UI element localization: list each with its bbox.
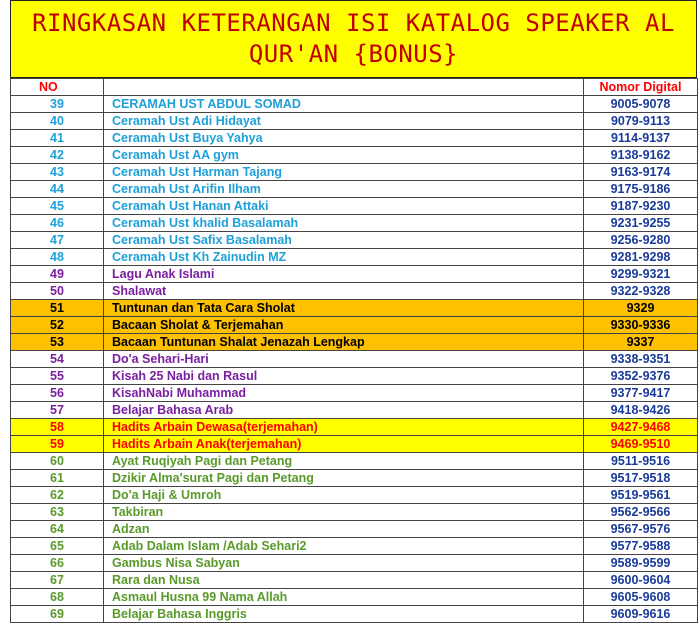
row-title: Rara dan Nusa	[104, 572, 584, 589]
table-row	[11, 198, 698, 215]
row-digital-number: 9605-9608	[584, 589, 698, 606]
row-digital-number: 9322-9328	[584, 283, 698, 300]
row-number: 46	[11, 215, 104, 232]
table-row	[11, 130, 698, 147]
row-title: Ayat Ruqiyah Pagi dan Petang	[104, 453, 584, 470]
table-row	[11, 181, 698, 198]
row-title: Bacaan Sholat & Terjemahan	[104, 317, 584, 334]
row-title: Kisah 25 Nabi dan Rasul	[104, 368, 584, 385]
row-digital-number: 9577-9588	[584, 538, 698, 555]
row-number: 52	[11, 317, 104, 334]
table-row	[11, 470, 698, 487]
row-title: Ceramah Ust khalid Basalamah	[104, 215, 584, 232]
title-banner	[10, 0, 697, 78]
row-title: Ceramah Ust Safix Basalamah	[104, 232, 584, 249]
row-digital-number: 9589-9599	[584, 555, 698, 572]
row-digital-number: 9567-9576	[584, 521, 698, 538]
row-title: Lagu Anak Islami	[104, 266, 584, 283]
table-row	[11, 606, 698, 623]
row-number: 41	[11, 130, 104, 147]
row-title: KisahNabi Muhammad	[104, 385, 584, 402]
row-number: 61	[11, 470, 104, 487]
row-title: CERAMAH UST ABDUL SOMAD	[104, 96, 584, 113]
row-title: Adzan	[104, 521, 584, 538]
row-digital-number: 9299-9321	[584, 266, 698, 283]
row-title: Ceramah Ust Harman Tajang	[104, 164, 584, 181]
row-title: Belajar Bahasa Arab	[104, 402, 584, 419]
row-number: 45	[11, 198, 104, 215]
row-digital-number: 9138-9162	[584, 147, 698, 164]
table-row	[11, 334, 698, 351]
row-title: Ceramah Ust Kh Zainudin MZ	[104, 249, 584, 266]
row-title: Do'a Sehari-Hari	[104, 351, 584, 368]
row-title: Shalawat	[104, 283, 584, 300]
row-digital-number: 9427-9468	[584, 419, 698, 436]
row-number: 58	[11, 419, 104, 436]
table-row	[11, 96, 698, 113]
row-number: 40	[11, 113, 104, 130]
row-title: Hadits Arbain Anak(terjemahan)	[104, 436, 584, 453]
table-row	[11, 589, 698, 606]
row-number: 69	[11, 606, 104, 623]
catalog-table	[10, 78, 698, 623]
row-number: 42	[11, 147, 104, 164]
row-title: Hadits Arbain Dewasa(terjemahan)	[104, 419, 584, 436]
row-digital-number: 9114-9137	[584, 130, 698, 147]
table-row	[11, 521, 698, 538]
row-digital-number: 9163-9174	[584, 164, 698, 181]
row-digital-number: 9511-9516	[584, 453, 698, 470]
table-row	[11, 147, 698, 164]
row-digital-number: 9600-9604	[584, 572, 698, 589]
row-title: Tuntunan dan Tata Cara Sholat	[104, 300, 584, 317]
row-title: Gambus Nisa Sabyan	[104, 555, 584, 572]
row-digital-number: 9377-9417	[584, 385, 698, 402]
row-digital-number: 9519-9561	[584, 487, 698, 504]
row-number: 66	[11, 555, 104, 572]
row-title: Ceramah Ust Buya Yahya	[104, 130, 584, 147]
table-row	[11, 453, 698, 470]
table-row	[11, 538, 698, 555]
row-digital-number: 9329	[584, 300, 698, 317]
row-number: 63	[11, 504, 104, 521]
row-digital-number: 9175-9186	[584, 181, 698, 198]
table-row	[11, 487, 698, 504]
table-row	[11, 385, 698, 402]
row-number: 49	[11, 266, 104, 283]
header-blank	[104, 79, 584, 96]
row-digital-number: 9418-9426	[584, 402, 698, 419]
row-digital-number: 9231-9255	[584, 215, 698, 232]
row-number: 44	[11, 181, 104, 198]
title-line-1: RINGKASAN KETERANGAN ISI KATALOG SPEAKER AL	[32, 9, 675, 37]
row-number: 57	[11, 402, 104, 419]
table-row	[11, 419, 698, 436]
row-number: 48	[11, 249, 104, 266]
row-title: Adab Dalam Islam /Adab Sehari2	[104, 538, 584, 555]
row-title: Ceramah Ust Arifin Ilham	[104, 181, 584, 198]
row-number: 56	[11, 385, 104, 402]
header-digital: Nomor Digital	[584, 79, 698, 96]
row-title: Ceramah Ust Adi Hidayat	[104, 113, 584, 130]
row-title: Belajar Bahasa Inggris	[104, 606, 584, 623]
row-digital-number: 9330-9336	[584, 317, 698, 334]
table-row	[11, 572, 698, 589]
row-title: Do'a Haji & Umroh	[104, 487, 584, 504]
row-title: Dzikir Alma'surat Pagi dan Petang	[104, 470, 584, 487]
table-row	[11, 504, 698, 521]
table-row	[11, 113, 698, 130]
row-digital-number: 9338-9351	[584, 351, 698, 368]
row-title: Takbiran	[104, 504, 584, 521]
row-digital-number: 9352-9376	[584, 368, 698, 385]
table-row	[11, 436, 698, 453]
row-digital-number: 9187-9230	[584, 198, 698, 215]
row-number: 53	[11, 334, 104, 351]
table-row	[11, 164, 698, 181]
row-number: 60	[11, 453, 104, 470]
title-line-2: QUR'AN {BONUS}	[248, 40, 459, 68]
row-digital-number: 9469-9510	[584, 436, 698, 453]
row-number: 67	[11, 572, 104, 589]
row-number: 50	[11, 283, 104, 300]
row-title: Ceramah Ust Hanan Attaki	[104, 198, 584, 215]
table-row	[11, 300, 698, 317]
row-number: 62	[11, 487, 104, 504]
row-digital-number: 9337	[584, 334, 698, 351]
table-row	[11, 266, 698, 283]
row-number: 51	[11, 300, 104, 317]
row-number: 54	[11, 351, 104, 368]
row-digital-number: 9517-9518	[584, 470, 698, 487]
row-digital-number: 9281-9298	[584, 249, 698, 266]
header-row	[11, 79, 698, 96]
row-title: Bacaan Tuntunan Shalat Jenazah Lengkap	[104, 334, 584, 351]
row-number: 64	[11, 521, 104, 538]
row-number: 55	[11, 368, 104, 385]
table-row	[11, 351, 698, 368]
row-number: 39	[11, 96, 104, 113]
table-row	[11, 249, 698, 266]
row-number: 43	[11, 164, 104, 181]
row-digital-number: 9079-9113	[584, 113, 698, 130]
row-digital-number: 9256-9280	[584, 232, 698, 249]
table-row	[11, 283, 698, 300]
header-no: NO	[11, 79, 104, 96]
row-title: Ceramah Ust AA gym	[104, 147, 584, 164]
table-row	[11, 555, 698, 572]
table-row	[11, 215, 698, 232]
row-number: 68	[11, 589, 104, 606]
row-digital-number: 9609-9616	[584, 606, 698, 623]
row-digital-number: 9562-9566	[584, 504, 698, 521]
table-row	[11, 232, 698, 249]
table-row	[11, 402, 698, 419]
row-number: 47	[11, 232, 104, 249]
table-row	[11, 317, 698, 334]
row-title: Asmaul Husna 99 Nama Allah	[104, 589, 584, 606]
catalog-sheet	[10, 0, 697, 623]
table-row	[11, 368, 698, 385]
row-digital-number: 9005-9078	[584, 96, 698, 113]
row-number: 65	[11, 538, 104, 555]
row-number: 59	[11, 436, 104, 453]
